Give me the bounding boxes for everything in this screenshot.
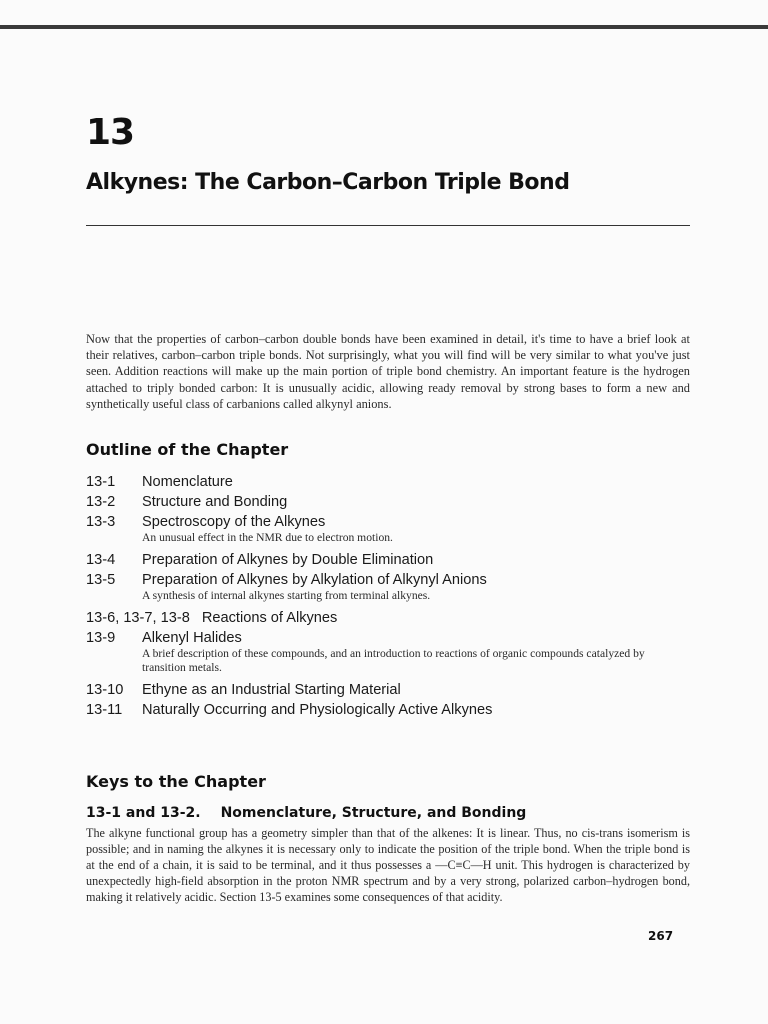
section-number: 13-1 and 13-2. xyxy=(86,805,201,821)
outline-heading: Outline of the Chapter xyxy=(86,440,289,459)
outline-description: A synthesis of internal alkynes starting from terminal alkynes. xyxy=(142,589,431,602)
chapter-number: 13 xyxy=(86,112,135,153)
outline-title: Nomenclature xyxy=(142,474,233,490)
outline-number: 13-9 xyxy=(86,630,116,646)
outline-item xyxy=(86,680,690,700)
outline-list xyxy=(86,472,690,720)
title-divider xyxy=(86,225,690,226)
intro-paragraph: Now that the properties of carbon–carbon double bonds have been examined in detail, it's time to have a brief look at their relatives, carbon–carbon triple bonds. Not surprisingly, what you will find will be very similar to what you've just seen. Addition reactions will make up the main portion of triple bond chemistry. An important feature is the hydrogen attached to triply bonded carbon: It is unusually acidic, allowing ready removal by strong bases to form a new and synthetically useful class of carbanions called alkynyl anions. xyxy=(86,332,690,411)
body-paragraph: The alkyne functional group has a geometry simpler than that of the alkenes: It is linear. Thus, no cis-trans isomerism is possible; and in naming the alkynes it is necessary only to indicate the position of the triple bond. When the triple bond is at the end of a chain, it is said to be terminal, and it thus possesses a —C≡C—H unit. This hydrogen is characterized by unexpectedly high-field absorption in the proton NMR spectrum and by a very strong, polarized carbon–hydrogen bond, making it relatively acidic. Section 13-5 examines some consequences of that acidity. xyxy=(86,826,690,904)
outline-title: Reactions of Alkynes xyxy=(201,610,338,626)
page-number: 267 xyxy=(648,929,674,943)
outline-item xyxy=(86,472,690,492)
outline-number: 13-3 xyxy=(86,514,116,530)
outline-number: 13-10 xyxy=(86,682,124,698)
section-title: Nomenclature, Structure, and Bonding xyxy=(220,805,527,821)
outline-number: 13-4 xyxy=(86,552,116,568)
outline-number: 13-1 xyxy=(86,474,116,490)
outline-title: Preparation of Alkynes by Double Elimination xyxy=(142,552,434,568)
outline-item xyxy=(86,608,690,628)
outline-title: Alkenyl Halides xyxy=(142,630,242,646)
outline-item xyxy=(86,492,690,512)
outline-item xyxy=(86,700,690,720)
outline-description: A brief description of these compounds, and an introduction to reactions of organic compounds catalyzed by transition metals. xyxy=(142,647,645,674)
keys-heading: Keys to the Chapter xyxy=(86,772,266,791)
outline-title: Naturally Occurring and Physiologically Active Alkynes xyxy=(142,702,493,718)
outline-number: 13-5 xyxy=(86,572,116,588)
section-heading xyxy=(86,805,526,821)
top-rule xyxy=(0,25,768,29)
outline-item xyxy=(86,628,690,675)
outline-number: 13-2 xyxy=(86,494,116,510)
outline-title: Preparation of Alkynes by Alkylation of Alkynyl Anions xyxy=(142,572,487,588)
outline-title: Structure and Bonding xyxy=(142,494,288,510)
outline-item xyxy=(86,550,690,570)
outline-description: An unusual effect in the NMR due to electron motion. xyxy=(142,531,393,544)
outline-item xyxy=(86,512,690,545)
outline-number: 13-11 xyxy=(86,702,123,718)
outline-title: Spectroscopy of the Alkynes xyxy=(142,514,326,530)
outline-title: Ethyne as an Industrial Starting Material xyxy=(142,682,401,698)
outline-item xyxy=(86,570,690,603)
chapter-title: Alkynes: The Carbon–Carbon Triple Bond xyxy=(86,170,570,195)
outline-number: 13-6, 13-7, 13-8 xyxy=(86,610,190,626)
